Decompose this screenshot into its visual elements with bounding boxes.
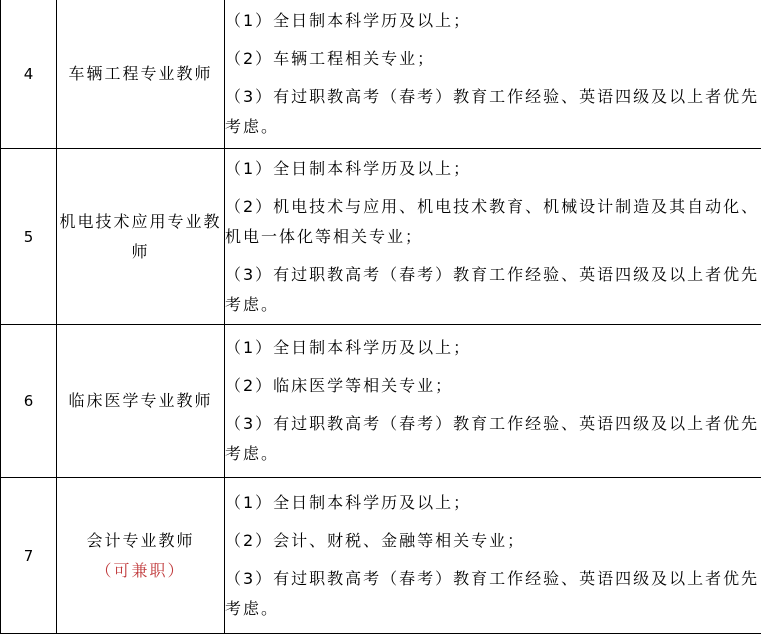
requirements-cell [225,478,761,634]
row-number: 6 [1,325,57,478]
table-row [1,0,761,149]
row-number: 4 [1,0,57,149]
position-cell [57,149,225,325]
position-cell [57,0,225,149]
requirement-item: （2）机电技术与应用、机电技术教育、机械设计制造及其自动化、机电一体化等相关专业； [225,192,761,252]
table-row [1,149,761,325]
position-cell [57,478,225,634]
position-cell [57,325,225,478]
row-number: 7 [1,478,57,634]
requirement-item: （1）全日制本科学历及以上； [225,333,761,363]
requirement-item: （2）临床医学等相关专业； [225,371,761,401]
requirement-item: （3）有过职教高考（春考）教育工作经验、英语四级及以上者优先考虑。 [225,82,761,142]
row-number: 5 [1,149,57,325]
part-time-note: （可兼职） [57,556,224,586]
table-row [1,478,761,634]
table-row [1,325,761,478]
requirement-item: （2）车辆工程相关专业； [225,44,761,74]
requirement-item: （1）全日制本科学历及以上； [225,488,761,518]
position-title: 机电技术应用专业教师 [57,207,224,267]
requirement-item: （3）有过职教高考（春考）教育工作经验、英语四级及以上者优先考虑。 [225,260,761,320]
requirements-cell [225,149,761,325]
requirements-cell [225,325,761,478]
requirements-cell [225,0,761,149]
requirement-item: （3）有过职教高考（春考）教育工作经验、英语四级及以上者优先考虑。 [225,564,761,624]
position-title: 会计专业教师 [57,526,224,556]
requirement-item: （1）全日制本科学历及以上； [225,154,761,184]
requirement-item: （3）有过职教高考（春考）教育工作经验、英语四级及以上者优先考虑。 [225,409,761,469]
position-title: 车辆工程专业教师 [57,59,224,89]
position-title: 临床医学专业教师 [57,386,224,416]
requirement-item: （2）会计、财税、金融等相关专业； [225,526,761,556]
requirement-item: （1）全日制本科学历及以上； [225,6,761,36]
